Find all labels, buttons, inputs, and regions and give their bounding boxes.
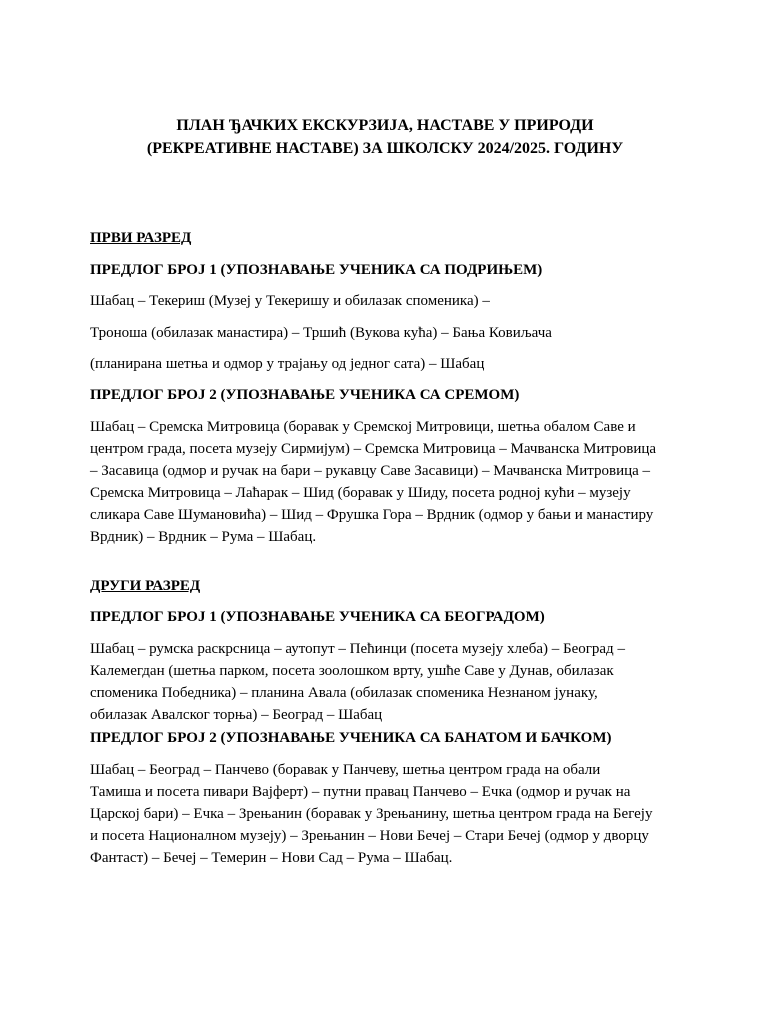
grade1-proposal2-heading: ПРЕДЛОГ БРОЈ 2 (УПОЗНАВАЊЕ УЧЕНИКА СА СРЕМОМ) [90,387,520,403]
grade2-proposal1-line-2: Калемегдан (шетња парком, посета зоолошком врту, ушће Саве у Дунав, обилазак [90,663,614,679]
grade2-proposal1-paragraph [90,638,682,726]
grade1-proposal1-line-2: Троноша (обилазак манастира) – Тршић (Вукова кућа) – Бања Ковиљача [90,325,552,341]
grade2-proposal1-line-1: Шабац – румска раскрсница – аутопут – Пећинци (посета музеју хлеба) – Београд – [90,641,625,657]
grade1-proposal1-line-3: (планирана шетња и одмор у трајању од једног сата) – Шабац [90,356,485,372]
grade2-heading: ДРУГИ РАЗРЕД [90,578,201,594]
grade1-proposal2-paragraph [90,416,682,548]
grade1-proposal2-line-5: сликара Саве Шумановића) – Шид – Фрушка Гора – Врдник (одмор у бањи и манастиру [90,507,654,523]
grade2-proposal2-line-4: и посета Националном музеју) – Зрењанин – Нови Бечеј – Стари Бечеј (одмор у дворцу [90,828,649,844]
grade1-proposal2-line-1: Шабац – Сремска Митровица (боравак у Сремској Митровици, шетња обалом Саве и [90,419,636,435]
grade2-proposal2-line-5: Фантаст) – Бечеј – Темерин – Нови Сад – Рума – Шабац. [90,850,453,866]
grade2-proposal2-line-3: Царској бари) – Ечка – Зрењанин (боравак у Зрењанину, шетња центром града на Бегеју [90,806,653,822]
title-line-1: ПЛАН ЂАЧКИХ ЕКСКУРЗИЈА, НАСТАВЕ У ПРИРОДИ [176,117,594,134]
title-line-2: (РЕКРЕАТИВНЕ НАСТАВЕ) ЗА ШКОЛСКУ 2024/2025. ГОДИНУ [146,140,624,157]
grade1-proposal1-line-1: Шабац – Текериш (Музеј у Текеришу и обилазак споменика) – [90,293,490,309]
grade2-proposal1-heading: ПРЕДЛОГ БРОЈ 1 (УПОЗНАВАЊЕ УЧЕНИКА СА БЕОГРАДОМ) [90,609,545,625]
grade2-proposal2-line-2: Тамиша и посета пивари Вајферт) – путни правац Панчево – Ечка (одмор и ручак на [90,784,631,800]
grade2-proposal2-heading: ПРЕДЛОГ БРОЈ 2 (УПОЗНАВАЊЕ УЧЕНИКА СА БАНАТОМ И БАЧКОМ) [90,730,612,746]
grade1-proposal2-line-2: центром града, посета музеју Сирмијум) – Сремска Митровица – Мачванска Митровица [90,441,657,457]
grade2-proposal2-paragraph [90,759,682,869]
grade1-proposal2-line-6: Врдник) – Врдник – Рума – Шабац. [90,529,317,545]
grade2-proposal1-line-3: споменика Победника) – планина Авала (обилазак споменика Незнаном јунаку, [90,685,598,701]
grade2-proposal2-line-1: Шабац – Београд – Панчево (боравак у Панчеву, шетња центром града на обали [90,762,601,778]
document-title [90,114,680,160]
grade1-proposal1-heading: ПРЕДЛОГ БРОЈ 1 (УПОЗНАВАЊЕ УЧЕНИКА СА ПОДРИЊЕМ) [90,262,543,278]
grade1-proposal2-line-3: – Засавица (одмор и ручак на бари – рукавцу Саве Засавици) – Мачванска Митровица – [90,463,651,479]
grade1-proposal2-line-4: Сремска Митровица – Лаћарак – Шид (боравак у Шиду, посета родној кући – музеју [90,485,631,501]
grade1-heading: ПРВИ РАЗРЕД [90,230,192,246]
grade2-proposal1-line-4: обилазак Авалског торња) – Београд – Шабац [90,707,383,723]
